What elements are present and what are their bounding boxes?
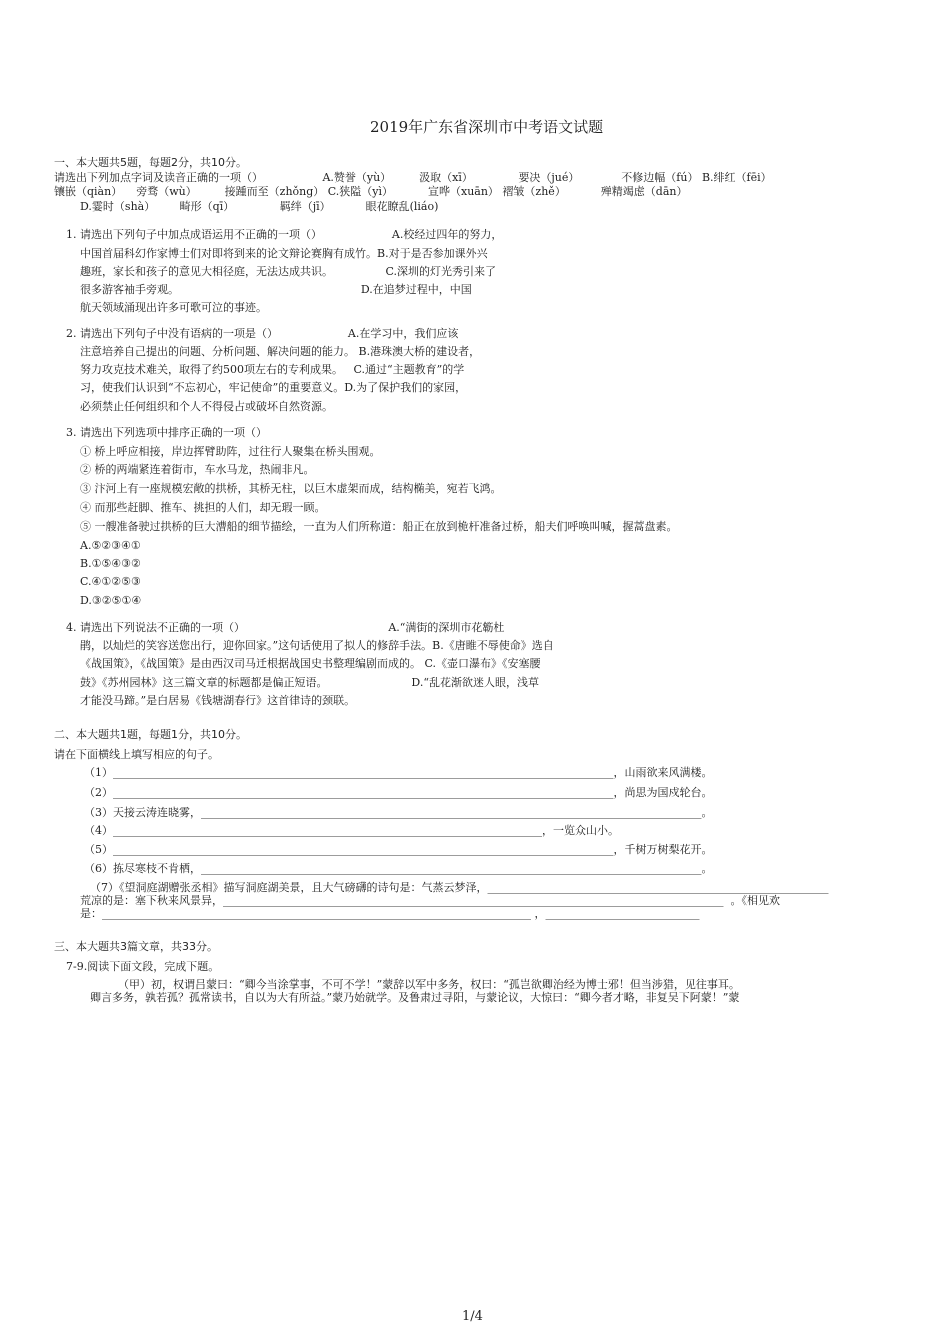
question-line: 镶嵌（qiàn） 旁骛（wù） 接踵而至（zhǒng） C.狭隘（yì） 宣哗（xuān） 褶皱（zhě） 殚精竭虑（dān）	[54, 185, 688, 198]
question-line: ③ 汴河上有一座规模宏敞的拱桥，其桥无柱，以巨木虚架而成，结构椭美，宛若飞鸿。	[80, 482, 502, 495]
passage-line: （甲）初，权谓吕蒙曰：“卿今当涂掌事，不可不学！”蒙辞以军中多务，权曰：“孤岂欲卿治经为博士邪！但当涉猎，见往事耳。	[118, 978, 740, 991]
question-line: 鹃，以灿烂的笑容送您出行，迎你回家。”这句话使用了拟人的修辞手法。B.《唐睢不辱使命》选自	[80, 639, 554, 652]
question-line: 4. 请选出下列说法不正确的一项（） A.“满街的深圳市花簕杜	[66, 621, 505, 634]
section1-heading: 一、本大题共5题，每题2分，共10分。	[54, 156, 247, 169]
question-line: ④ 而那些赶脚、推车、挑担的人们，却无瑕一顾。	[80, 501, 326, 514]
question-line: 1. 请选出下列句子中加点成语运用不正确的一项（） A.校经过四年的努力，	[66, 228, 503, 241]
page-title: 2019年广东省深圳市中考语文试题	[370, 118, 604, 136]
answer-option: A.⑤②③④①	[80, 539, 141, 552]
question-line: 《战国策》，《战国策》是由西汉司马迁根据战国史书整理编剧而成的。 C.《壶口瀑布》《安塞腰	[80, 657, 541, 670]
question-line: D.霎时（shà） 畸形（qī） 羁绊（jī） 眼花瞭乱(liáo)	[80, 200, 439, 213]
question-line: 请选出下列加点字词及读音正确的一项（） A.赞誉（yù） 汲取（xī） 要决（jué） 不修边幅（fú） B.绯红（fēi）	[54, 171, 772, 184]
fill-in-item[interactable]: （2）___________________________________________________________________________________________，尚思为国戍轮台。	[84, 786, 713, 799]
section2-heading: 二、本大题共1题，每题1分，共10分。	[54, 728, 247, 741]
question-line: 鼓》《苏州园林》这三篇文章的标题都是偏正短语。 D.“乱花渐欲迷人眼，浅草	[80, 676, 539, 689]
fill-in-item[interactable]: （5）___________________________________________________________________________________________，千树万树梨花开。	[84, 843, 713, 856]
answer-option: D.③②⑤①④	[80, 594, 142, 607]
question-line: 努力攻克技术难关，取得了约500项左右的专利成果。 C.通过“主题教育”的学	[80, 363, 465, 376]
fill-in-item[interactable]: （1）___________________________________________________________________________________________，山雨欲来风满楼。	[84, 766, 713, 779]
answer-option: B.①⑤④③②	[80, 557, 141, 570]
question-line: 趣班，家长和孩子的意见大相径庭，无法达成共识。 C.深圳的灯光秀引来了	[80, 265, 496, 278]
question-line: 很多游客袖手旁观。 D.在追梦过程中，中国	[80, 283, 472, 296]
section2-intro: 请在下面横线上填写相应的句子。	[54, 748, 219, 761]
question-line: ② 桥的两端紧连着街市，车水马龙，热闹非凡。	[80, 463, 315, 476]
answer-option: C.④①②⑤③	[80, 575, 141, 588]
question-line: 习，使我们认识到“不忘初心，牢记使命”的重要意义。D.为了保护我们的家园，	[80, 381, 467, 394]
question-line: 3. 请选出下列选项中排序正确的一项（）	[66, 426, 267, 439]
fill-in-item[interactable]: （6）拣尽寒枝不肯栖，___________________________________________________________________________________________。	[84, 862, 713, 875]
page-number: 1/4	[462, 1309, 483, 1324]
question-line: 才能没马蹄。”是白居易《钱塘湖春行》这首律诗的颈联。	[80, 694, 356, 707]
question-line: ① 桥上呼应相接，岸边挥臂助阵，过往行人聚集在桥头围观。	[80, 445, 381, 458]
fill-in-item[interactable]: （7）《望洞庭湖赠张丞相》描写洞庭湖美景，且大气磅礴的诗句是：气蒸云梦泽，______________________________________________________________	[90, 881, 829, 894]
fill-in-item[interactable]: 荒凉的是：塞下秋来风景异，___________________________________________________________________________________________ 。《相见欢	[80, 894, 780, 907]
passage-line: 卿言多务，孰若孤？孤常读书，自以为大有所益。”蒙乃始就学。及鲁肃过寻阳，与蒙论议，大惊曰：“卿今者才略，非复吴下阿蒙！”蒙	[90, 991, 740, 1004]
question-line: ⑤ 一艘准备驶过拱桥的巨大漕船的细节描绘，一直为人们所称道：船正在放到桅杆准备过桥，船夫们呼唤叫喊，握蒿盘素。	[80, 520, 678, 533]
section3-heading: 三、本大题共3篇文章，共33分。	[54, 940, 218, 953]
question-line: 2. 请选出下列句子中没有语病的一项是（） A.在学习中，我们应该	[66, 327, 459, 340]
question-line: 航天领域涌现出许多可歌可泣的事迹。	[80, 301, 267, 314]
question-7-9: 7-9.阅读下面文段，完成下题。	[66, 960, 220, 973]
question-line: 中国首届科幻作家博士们对即将到来的论文辩论赛胸有成竹。B.对于是否参加课外兴	[80, 247, 488, 260]
fill-in-item[interactable]: （3）天接云涛连晓雾，___________________________________________________________________________________________。	[84, 806, 713, 819]
question-line: 必须禁止任何组织和个人不得侵占或破坏自然资源。	[80, 400, 333, 413]
fill-in-item[interactable]: （4）______________________________________________________________________________，一览众山小。	[84, 824, 619, 837]
question-line: 注意培养自己提出的问题、分析问题、解决问题的能力。 B.港珠澳大桥的建设者，	[80, 345, 481, 358]
fill-in-item[interactable]: 是：______________________________________________________________________________ ，____________________________	[80, 907, 700, 920]
